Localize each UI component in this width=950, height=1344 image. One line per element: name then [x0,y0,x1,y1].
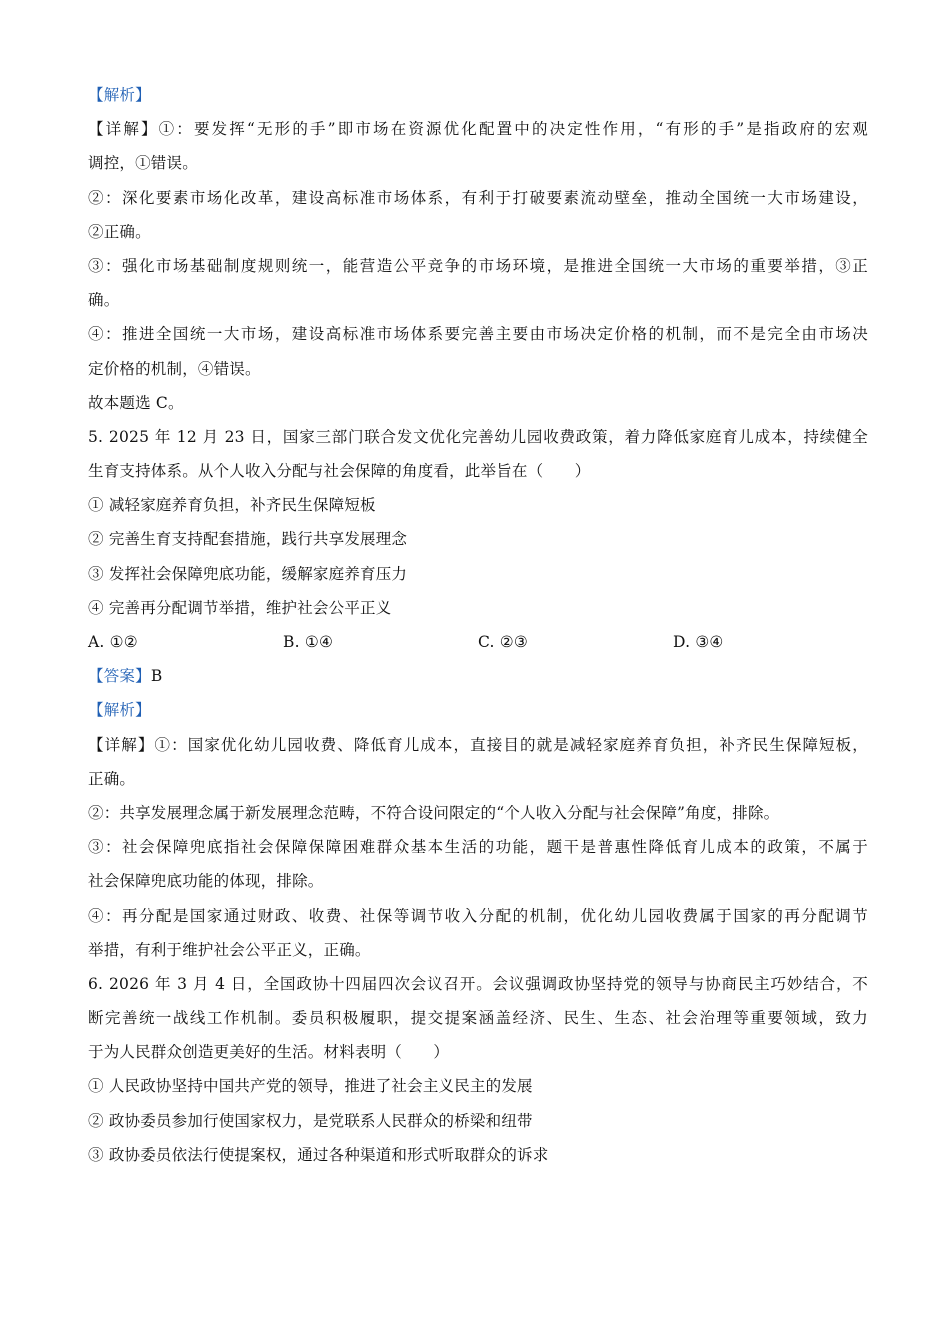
q5-answer-value: B [150,667,163,686]
q4-detail-label: 【详解】 [88,120,159,139]
q4-point-2-line-2: ②正确。 [88,222,151,241]
q4-point-3-line-1: ③：强化市场基础制度规则统一，能营造公平竞争的市场环境，是推进全国统一大市场的重要举措，③正 [88,256,868,275]
q5-detail-text: ①：国家优化幼儿园收费、降低育儿成本，直接目的就是减轻家庭养育负担，补齐民生保障短板， [154,735,868,754]
q5-item-4: ④ 完善再分配调节举措，维护社会公平正义 [88,598,392,617]
q5-point-4-line-1: ④：再分配是国家通过财政、收费、社保等调节收入分配的机制，优化幼儿园收费属于国家的再分配调节 [88,906,868,925]
q5-answer-line [88,659,868,693]
q4-detail-text: ①：要发挥“无形的手”即市场在资源优化配置中的决定性作用，“有形的手”是指政府的宏观 [158,120,868,139]
q5-detail-line-1 [88,728,868,762]
q6-stem-line-2: 断完善统一战线工作机制。委员积极履职，提交提案涵盖经济、民生、生态、社会治理等重要领域，致力 [88,1009,868,1028]
q5-option-c: C. ②③ [478,633,528,651]
q5-point-3-line-2: 社会保障兜底功能的体现，排除。 [88,872,324,891]
q5-options [88,625,868,659]
q5-item-1: ① 减轻家庭养育负担，补齐民生保障短板 [88,496,376,515]
q4-detail-line-2: 调控，①错误。 [88,154,198,173]
q4-point-2-line-1: ②：深化要素市场化改革，建设高标准市场体系，有利于打破要素流动壁垒，推动全国统一大市场建设， [88,188,868,207]
q5-point-4-line-2: 举措，有利于维护社会公平正义，正确。 [88,940,371,959]
q6-stem-line-1: 6. 2026 年 3 月 4 日，全国政协十四届四次会议召开。会议强调政协坚持党的领导与协商民主巧妙结合，不 [88,974,868,993]
q5-analysis-label: 【解析】 [88,701,151,720]
document-page [88,78,868,1172]
q5-option-d: D. ③④ [673,633,724,651]
q6-stem-line-3: 于为人民群众创造更美好的生活。材料表明（ ） [88,1043,450,1062]
q6-item-1: ① 人民政协坚持中国共产党的领导，推进了社会主义民主的发展 [88,1077,533,1096]
q5-item-3: ③ 发挥社会保障兜底功能，缓解家庭养育压力 [88,564,408,583]
q5-option-a: A. ①② [88,633,138,651]
q5-point-2-line-1: ②：共享发展理念属于新发展理念范畴，不符合设问限定的“个人收入分配与社会保障”角度，排除。 [88,803,780,822]
q5-stem-line-1: 5. 2025 年 12 月 23 日，国家三部门联合发文优化完善幼儿园收费政策，着力降低家庭育儿成本，持续健全 [88,427,868,446]
q5-point-3-line-1: ③：社会保障兜底指社会保障保障困难群众基本生活的功能，题干是普惠性降低育儿成本的政策，不属于 [88,838,868,857]
q4-analysis-label: 【解析】 [88,86,151,104]
q4-point-3-line-2: 确。 [88,291,120,310]
q4-conclusion: 故本题选 C。 [88,393,184,412]
q4-point-4-line-2: 定价格的机制，④错误。 [88,359,261,378]
q5-detail-label: 【详解】 [88,735,155,754]
q5-detail-line-2: 正确。 [88,769,136,788]
q6-item-2: ② 政协委员参加行使国家权力，是党联系人民群众的桥梁和纽带 [88,1111,533,1130]
q5-answer-label: 【答案】 [88,667,151,686]
q5-option-b: B. ①④ [283,633,334,651]
q4-detail-line-1 [88,112,868,146]
q4-point-4-line-1: ④：推进全国统一大市场，建设高标准市场体系要完善主要由市场决定价格的机制，而不是完全由市场决 [88,325,868,344]
q5-stem-line-2: 生育支持体系。从个人收入分配与社会保障的角度看，此举旨在（ ） [88,462,591,481]
q5-item-2: ② 完善生育支持配套措施，践行共享发展理念 [88,530,408,549]
q6-item-3: ③ 政协委员依法行使提案权，通过各种渠道和形式听取群众的诉求 [88,1145,549,1164]
